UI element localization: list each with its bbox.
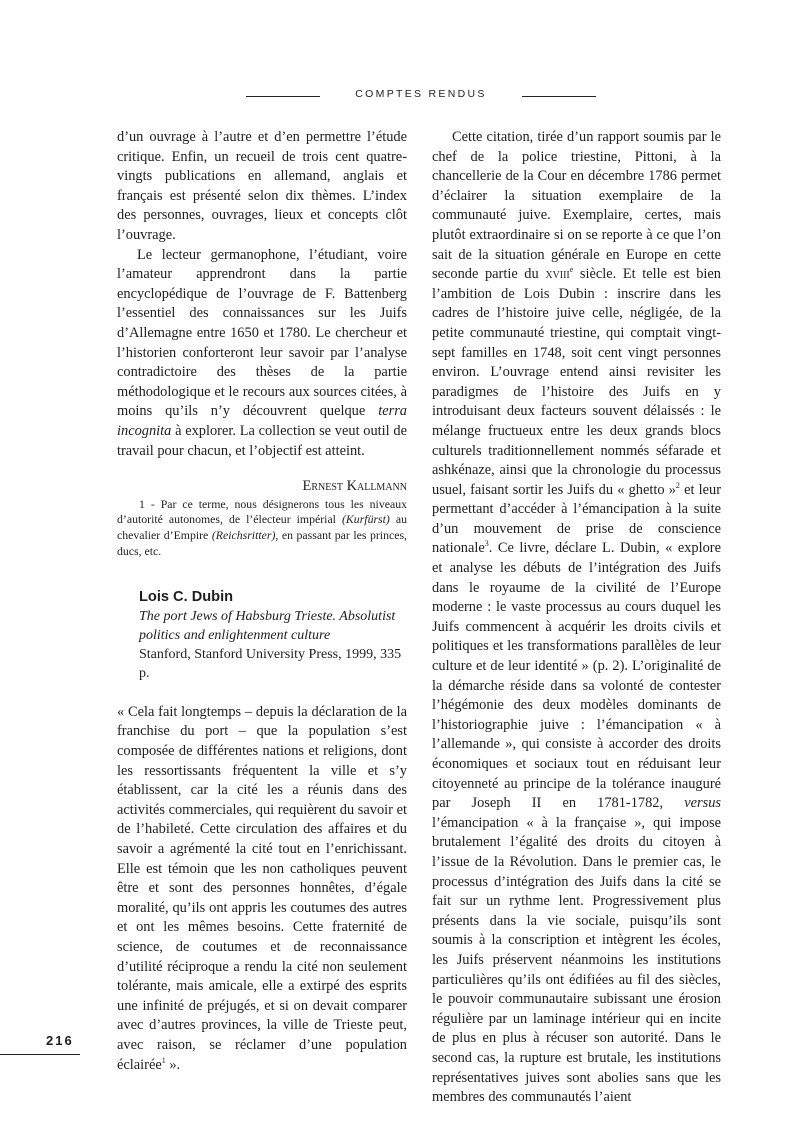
- right-column: [432, 128, 721, 1108]
- text-run: et leur permettant d’accéder à l’émancipation à la suite d’un mouvement de prise de conscience nationale: [432, 481, 721, 557]
- paragraph: [117, 246, 407, 462]
- book-reference: [117, 588, 407, 683]
- italic-term: (Reichsritter): [211, 528, 276, 543]
- book-title: The port Jews of Habsburg Trieste. Absolutist politics and enlightenment culture: [139, 608, 396, 643]
- header-title: COMPTES RENDUS: [355, 88, 487, 100]
- text-run: . Ce livre, déclare L. Dubin, « explore et analyse les débuts de l’intégration des Juifs dans le royaume de la civilité de l’Europe moderne : le vaste processus au cours duquel les Juifs commencent à acquérir les droits civils et politiques et les transformations parallèles de leur culture et de leur identité » (p. 2). L’originalité de la démarche réside dans sa volonté de contester l’hégémonie des deux modèles dominants de l’historiographie juive : l’émancipation « à l’allemande », qui consiste à accorder des droits économiques et sociaux tout en réduisant leur citoyenneté au principe de la tolérance inauguré par Joseph II en 1781-1782,: [432, 540, 721, 812]
- text-run: Le lecteur germanophone, l’étudiant, voire l’amateur apprendront dans la partie encyclopédique de l’ouvrage de F. Battenberg l’essentiel des connaissances sur les Juifs d’Allemagne entre 1650 et 1780. Le chercheur et l’historien conforteront leur savoir par l’analyse contradictoire des thèses de la partie méthodologique et le recours aux sources citées, à moins qu’ils n’y découvrent quelque: [117, 246, 407, 420]
- review-signature: Ernest Kallmann: [302, 478, 407, 495]
- header-rule-right: [522, 96, 596, 97]
- century-suffix: e: [569, 265, 574, 275]
- italic-term: versus: [684, 795, 721, 812]
- text-run: à explorer. La collection se veut outil de travail pour chacun, et l’objectif est atteint.: [117, 422, 407, 459]
- book-publisher: Stanford, Stanford University Press, 1999, 335 p.: [139, 646, 402, 681]
- text-run: , en passant par les princes, ducs, etc.: [117, 528, 407, 559]
- text-run: Cette citation, tirée d’un rapport soumis par le chef de la police triestine, Pittoni, à la chancellerie de la Cour en décembre 1786 permet d’éclairer la situation exemplaire de la communauté juive. Exemplaire, certes, mais plutôt extraordinaire si on se reporte à ce que l’on sait de la situation générale en Europe en cette seconde partie du: [432, 129, 721, 283]
- page-number: 216: [46, 1033, 74, 1048]
- running-header: [246, 88, 596, 106]
- text-run: l’émancipation « à la française », qui impose brutalement l’égalité des droits du citoyen à l’issue de la Révolution. Dans le premier cas, le processus d’intégration des Juifs dans la cité se fait sur un rythme lent. Progressivement plus présents dans la vie sociale, puisqu’ils sont soumis à la conscription et intègrent les écoles, les Juifs préservent néanmoins les institutions particulières qu’ils ont édifiées au fil des siècles, le pouvoir communautaire subissant une érosion régulière par un laminage intérieur qui en incite de plus en plus à récuser son autorité. Dans le second cas, la rupture est brutale, les institutions représentatives juives sont abolies sans que les membres des communautés l’aient: [432, 814, 721, 1106]
- text-run: « Cela fait longtemps – depuis la déclaration de la franchise du port – que la population s’est composée de différentes nations et religions, dont les ressortissants fréquentent la ville et s’y établissent, car la cité les a réunis dans des activités commerciales, qui requièrent du savoir et de l’habileté. Cette circulation des affaires et du savoir a agrémenté la cité tout en l’enrichissant. Elle est témoin que les non catholiques peuvent être et sont des personnes honnêtes, d’égale moralité, qu’ils ont appris les coutumes des autres et ont les mêmes besoins. Cette fraternité de science, de coutumes et de reconnaissance d’utilité réciproque a rendu la cité non seulement tolérante, mais amicale, elle a extirpé des esprits une infinité de préjugés, et si on devait comparer avec d’autres provinces, la ville de Trieste peut, avec raison, se réclamer d’une population éclairée: [117, 703, 407, 1073]
- text-run: au chevalier d’Empire: [117, 512, 408, 543]
- century-numeral: xviii: [545, 266, 570, 283]
- text-run: siècle. Et telle est bien l’ambition de Lois Dubin : inscrire dans les cadres de l’histoire juive celle, négligée, de la petite communauté triestine, qui comptait vingt-sept familles en 1748, soit cent vingt personnes environ. L’ouvrage entend ainsi revisiter les paradigmes de l’histoire des Juifs en y introduisant deux facteurs souvent délaissés : le mélange fructueux entre les deux grands blocs culturels traditionnellement nommés séfarade et ashkénaze, ainsi que la chronologie du processus usuel, faisant sortir les Juifs du « ghetto »: [432, 266, 721, 498]
- quote-paragraph: [117, 703, 407, 1075]
- page-number-rule: [0, 1054, 80, 1055]
- paragraph: d’un ouvrage à l’autre et d’en permettre l’étude critique. Enfin, un recueil de trois cent quatre-vingts publications en allemand, anglais et français est présenté selon dix thèmes. L’index des personnes, ouvrages, lieux et concepts clôt l’ouvrage.: [117, 129, 407, 243]
- italic-term: (Kurfürst): [342, 512, 390, 527]
- footnote-ref: 1: [161, 1055, 166, 1065]
- footnote: [117, 497, 407, 560]
- book-author: Lois C. Dubin: [139, 588, 234, 605]
- text-run: 1 - Par ce terme, nous désignerons tous les niveaux d’autorité autonomes, de l’électeur impérial: [117, 496, 407, 527]
- text-run: ».: [165, 1056, 181, 1073]
- paragraph: [432, 128, 721, 1108]
- header-rule-left: [246, 96, 320, 97]
- footnote-ref: 3: [484, 539, 489, 549]
- italic-term: terra incognita: [117, 403, 407, 439]
- footnote-ref: 2: [675, 480, 680, 490]
- left-column: [117, 128, 407, 1075]
